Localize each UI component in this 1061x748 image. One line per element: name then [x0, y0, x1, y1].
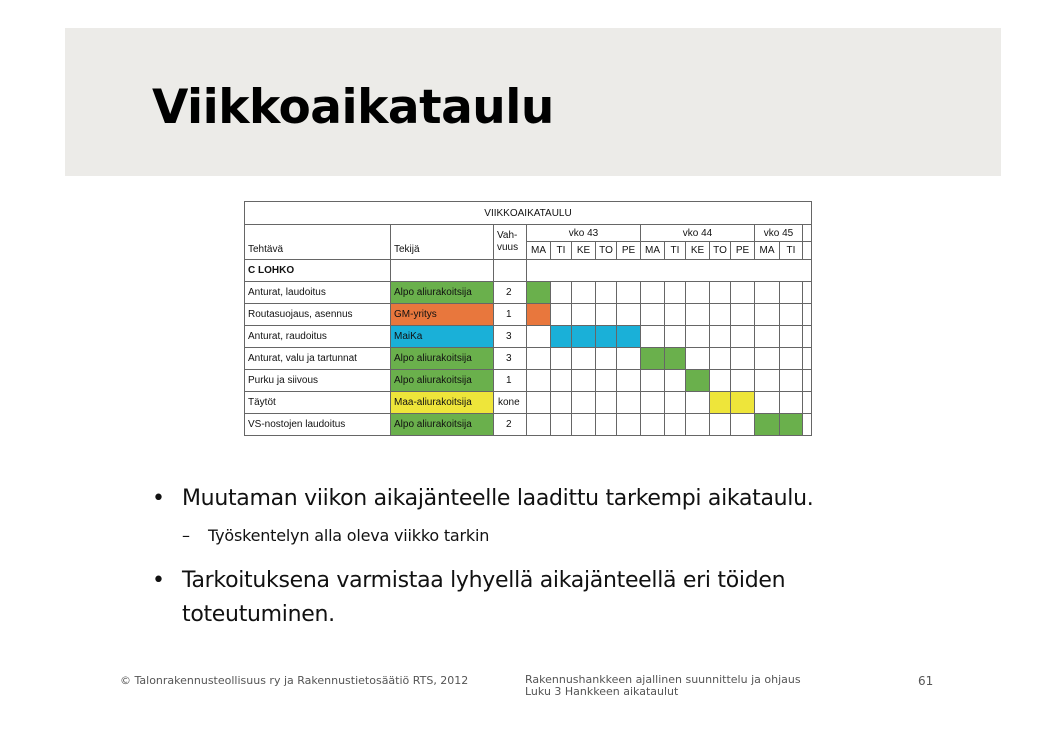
day-cell: [551, 414, 572, 436]
day-cell: [803, 370, 812, 392]
day-cell: [527, 326, 551, 348]
day-cell: [665, 370, 686, 392]
day-cell: [551, 370, 572, 392]
day-cell: [755, 326, 780, 348]
day-cell: [755, 304, 780, 326]
day-cell: [641, 392, 665, 414]
day-cell: [527, 414, 551, 436]
duration-cell: 1: [494, 304, 527, 326]
day-cell: [710, 348, 731, 370]
doer-cell: MaiKa: [391, 326, 494, 348]
scheduled-day-bar: [686, 370, 710, 392]
day-header: MA: [755, 242, 780, 260]
task-cell: Anturat, valu ja tartunnat: [245, 348, 391, 370]
day-cell: [686, 304, 710, 326]
group-label: C LOHKO: [245, 260, 391, 282]
day-cell: [641, 326, 665, 348]
table-row: [245, 304, 812, 326]
col-duration-header: Vah- vuus: [494, 225, 527, 260]
task-cell: Täytöt: [245, 392, 391, 414]
empty-cell: [391, 260, 494, 282]
day-cell: [527, 370, 551, 392]
task-cell: Anturat, raudoitus: [245, 326, 391, 348]
day-cell: [755, 348, 780, 370]
day-header: TI: [665, 242, 686, 260]
day-cell: [665, 326, 686, 348]
day-cell: [686, 414, 710, 436]
day-cell: [731, 304, 755, 326]
day-cell: [527, 348, 551, 370]
table-row: [245, 392, 812, 414]
day-cell: [551, 392, 572, 414]
day-cell: [596, 392, 617, 414]
duration-cell: 3: [494, 326, 527, 348]
day-header: TO: [710, 242, 731, 260]
table-row: [245, 414, 812, 436]
day-cell: [551, 304, 572, 326]
sub-bullet-item: – Työskentelyn alla oleva viikko tarkin: [182, 526, 490, 545]
day-cell: [780, 348, 803, 370]
day-cell: [551, 282, 572, 304]
day-cell: [641, 282, 665, 304]
scheduled-day-bar: [527, 304, 551, 326]
day-cell: [710, 370, 731, 392]
doer-cell: Alpo aliurakoitsija: [391, 282, 494, 304]
day-cell: [731, 414, 755, 436]
scheduled-day-bar: [551, 326, 572, 348]
slide-title: Viikkoaikataulu: [152, 80, 554, 135]
day-header: KE: [686, 242, 710, 260]
day-cell: [755, 370, 780, 392]
scheduled-day-bar: [641, 348, 665, 370]
day-header: KE: [572, 242, 596, 260]
day-cell: [710, 414, 731, 436]
day-cell: [617, 282, 641, 304]
col-task-header: Tehtävä: [245, 225, 391, 260]
day-cell: [803, 392, 812, 414]
day-header: MA: [527, 242, 551, 260]
day-cell: [780, 304, 803, 326]
day-cell: [617, 370, 641, 392]
day-header: TI: [551, 242, 572, 260]
day-header: PE: [617, 242, 641, 260]
day-cell: [710, 326, 731, 348]
day-cell: [572, 392, 596, 414]
day-cell: [596, 348, 617, 370]
footer-course: Rakennushankkeen ajallinen suunnittelu ja ohjaus Luku 3 Hankkeen aikataulut: [525, 673, 801, 698]
day-cell: [617, 392, 641, 414]
day-cell: [731, 326, 755, 348]
day-cell: [710, 282, 731, 304]
day-cell: [617, 304, 641, 326]
weekly-schedule-table: [244, 201, 812, 436]
day-cell: [572, 414, 596, 436]
task-cell: Routasuojaus, asennus: [245, 304, 391, 326]
day-cell: [755, 282, 780, 304]
scheduled-day-bar: [527, 282, 551, 304]
duration-cell: 3: [494, 348, 527, 370]
scheduled-day-bar: [731, 392, 755, 414]
day-header: TO: [596, 242, 617, 260]
duration-cell: 2: [494, 414, 527, 436]
doer-cell: Alpo aliurakoitsija: [391, 414, 494, 436]
footer-copyright: © Talonrakennusteollisuus ry ja Rakennustietosäätiö RTS, 2012: [120, 674, 469, 687]
bullet-item: • Tarkoituksena varmistaa lyhyellä aikajänteellä eri töiden: [152, 568, 786, 593]
day-cell: [780, 326, 803, 348]
week-header-empty: [803, 225, 812, 242]
table-row: [245, 282, 812, 304]
col-doer-header: Tekijä: [391, 225, 494, 260]
scheduled-day-bar: [755, 414, 780, 436]
day-cell: [596, 370, 617, 392]
day-cell: [527, 392, 551, 414]
day-cell: [641, 370, 665, 392]
day-cell: [596, 282, 617, 304]
day-header: MA: [641, 242, 665, 260]
task-cell: Anturat, laudoitus: [245, 282, 391, 304]
scheduled-day-bar: [780, 414, 803, 436]
day-cell: [617, 414, 641, 436]
day-cell: [780, 370, 803, 392]
day-header: PE: [731, 242, 755, 260]
table-row: [245, 326, 812, 348]
duration-cell: kone: [494, 392, 527, 414]
day-cell: [731, 370, 755, 392]
day-cell: [803, 304, 812, 326]
bullet-item-continuation: toteutuminen.: [182, 602, 335, 627]
table-row: [245, 348, 812, 370]
week-header: vko 44: [641, 225, 755, 242]
page-number: 61: [918, 674, 934, 688]
day-cell: [803, 414, 812, 436]
day-header-empty: [803, 242, 812, 260]
week-header: vko 45: [755, 225, 803, 242]
day-cell: [731, 282, 755, 304]
doer-cell: Alpo aliurakoitsija: [391, 370, 494, 392]
day-cell: [710, 304, 731, 326]
day-cell: [665, 282, 686, 304]
scheduled-day-bar: [596, 326, 617, 348]
day-cell: [803, 348, 812, 370]
day-cell: [596, 414, 617, 436]
day-cell: [641, 414, 665, 436]
duration-cell: 1: [494, 370, 527, 392]
day-cell: [686, 282, 710, 304]
scheduled-day-bar: [617, 326, 641, 348]
scheduled-day-bar: [665, 348, 686, 370]
table-row: [245, 370, 812, 392]
day-cell: [780, 282, 803, 304]
day-cell: [731, 348, 755, 370]
day-cell: [686, 392, 710, 414]
day-cell: [551, 348, 572, 370]
day-cell: [803, 326, 812, 348]
doer-cell: Maa-aliurakoitsija: [391, 392, 494, 414]
scheduled-day-bar: [572, 326, 596, 348]
day-cell: [572, 348, 596, 370]
task-cell: VS-nostojen laudoitus: [245, 414, 391, 436]
day-cell: [665, 414, 686, 436]
day-cell: [641, 304, 665, 326]
empty-cell: [494, 260, 527, 282]
duration-cell: 2: [494, 282, 527, 304]
doer-cell: Alpo aliurakoitsija: [391, 348, 494, 370]
day-cell: [572, 304, 596, 326]
day-cell: [665, 304, 686, 326]
day-cell: [780, 392, 803, 414]
day-cell: [686, 326, 710, 348]
day-cell: [572, 370, 596, 392]
day-header: TI: [780, 242, 803, 260]
day-cell: [572, 282, 596, 304]
day-cell: [665, 392, 686, 414]
day-cell: [596, 304, 617, 326]
day-cell: [617, 348, 641, 370]
day-cell: [803, 282, 812, 304]
task-cell: Purku ja siivous: [245, 370, 391, 392]
week-header: vko 43: [527, 225, 641, 242]
day-cell: [755, 392, 780, 414]
doer-cell: GM-yritys: [391, 304, 494, 326]
day-cell: [686, 348, 710, 370]
bullet-item: • Muutaman viikon aikajänteelle laadittu tarkempi aikataulu.: [152, 486, 814, 511]
schedule-title: VIIKKOAIKATAULU: [245, 202, 812, 225]
empty-cell: [527, 260, 812, 282]
scheduled-day-bar: [710, 392, 731, 414]
